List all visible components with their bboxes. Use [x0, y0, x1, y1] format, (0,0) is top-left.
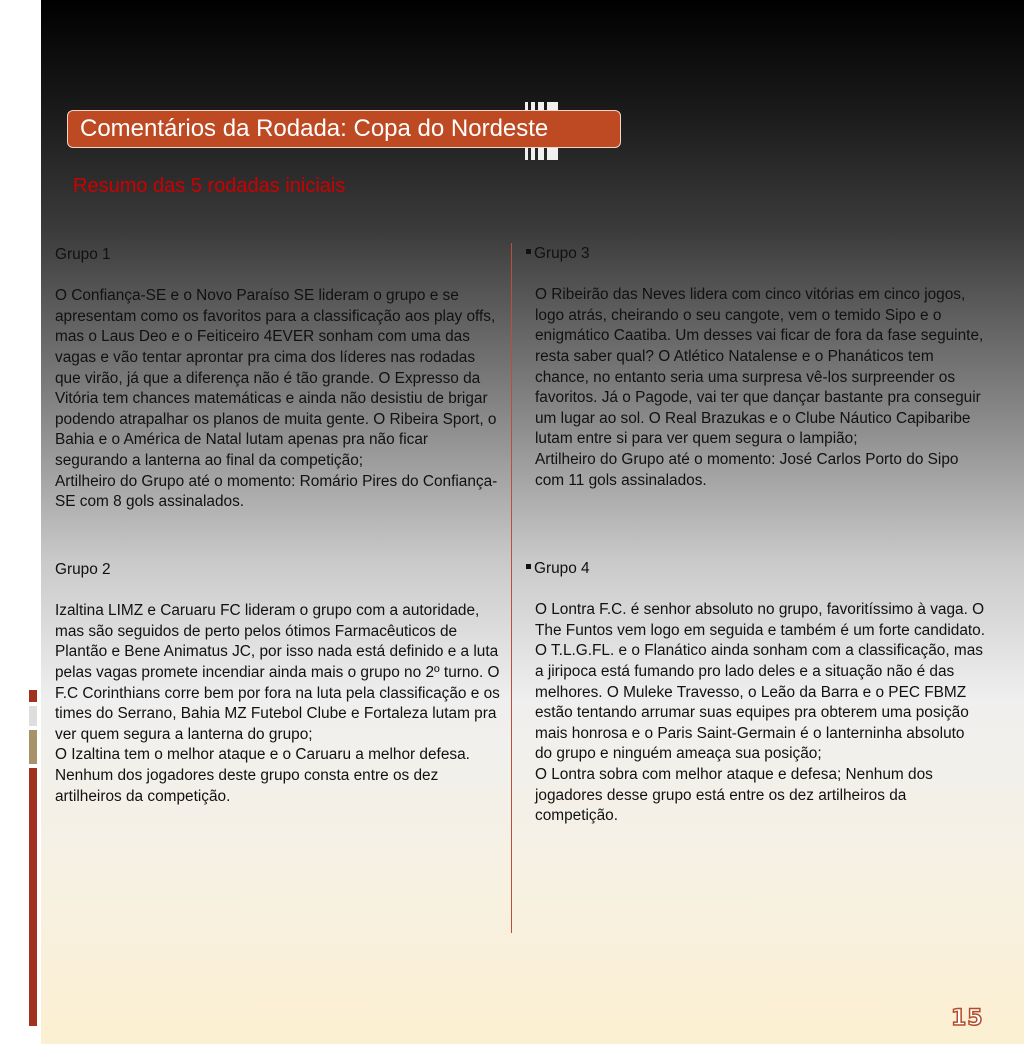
bullet-icon — [526, 564, 531, 569]
group-1-block — [55, 245, 505, 513]
accent-bar-red-long — [29, 768, 37, 1026]
page-title: Comentários da Rodada: Copa do Nordeste — [67, 110, 621, 148]
group-3-scorer: Artilheiro do Grupo até o momento: José Carlos Porto do Sipo com 11 gols assinalados. — [535, 450, 959, 489]
group-2-text: Izaltina LIMZ e Caruaru FC lideram o grupo com a autoridade, mas são seguidos de perto pelos ótimos Farmacêuticos de Plantão e Bene Animatus JC, por isso nada está definido e a luta pelas vagas promete incendiar ainda mais o grupo no 2º turno. O F.C Corinthians corre bem por fora na luta pela classificação e os times do Serrano, Bahia MZ Futebol Clube e Fortaleza lutam pra ver quem segura a lanterna do grupo; — [55, 602, 500, 743]
group-3-heading: Grupo 3 — [534, 245, 590, 262]
accent-bar-light — [29, 706, 37, 726]
accent-bar-tan — [29, 730, 37, 764]
group-3-block — [535, 244, 985, 491]
bullet-icon — [526, 249, 531, 254]
page-number: 15 — [951, 1006, 984, 1031]
group-1-text: O Confiança-SE e o Novo Paraíso SE lideram o grupo e se apresentam como os favoritos para a classificação aos play offs, mas o Laus Deo e o Feiticeiro 4EVER sonham com uma das vagas e vão tentar aprontar pra cima dos líderes nas rodadas que virão, já que a diferença não é tão grande. O Expresso da Vitória tem chances matemáticas e ainda não desistiu de brigar podendo atrapalhar os planos de muita gente. O Ribeira Sport, o Bahia e o América de Natal lutam apenas pra não ficar segurando a lanterna ao final da competição; — [55, 287, 497, 469]
column-divider — [511, 243, 512, 933]
group-2-scorer: O Izaltina tem o melhor ataque e o Caruaru a melhor defesa. Nenhum dos jogadores deste grupo consta entre os dez artilheiros da competição. — [55, 746, 470, 805]
group-4-heading: Grupo 4 — [534, 560, 590, 577]
left-margin-strip — [0, 0, 41, 1044]
page-subtitle: Resumo das 5 rodadas iniciais — [73, 175, 346, 197]
group-1-scorer: Artilheiro do Grupo até o momento: Romário Pires do Confiança-SE com 8 gols assinalados. — [55, 472, 498, 511]
accent-bar-red-top — [29, 690, 37, 702]
group-2-heading: Grupo 2 — [55, 561, 111, 578]
group-4-text: O Lontra F.C. é senhor absoluto no grupo, favoritíssimo à vaga. O The Funtos vem logo em seguida e também é um forte candidato. O T.L.G.FL. e o Flanático ainda sonham com a classificação, mas a jiripoca está fumando pro lado deles e a situação não é das melhores. O Muleke Travesso, o Leão da Barra e o PEC FBMZ estão tentando arrumar suas equipes pra obterem uma posição mais honrosa e o Paris Saint-Germain é o lanterninha absoluto do grupo e ninguém ameaça sua posição; — [535, 601, 985, 763]
group-3-text: O Ribeirão das Neves lidera com cinco vitórias em cinco jogos, logo atrás, cheirando o seu cangote, vem o temido Sipo e o enigmático Caatiba. Um desses vai ficar de fora da fase seguinte, resta saber qual? O Atlético Natalense e o Phanáticos tem chance, no entanto seria uma surpresa vê-los surpreender os favoritos. Já o Pagode, vai ter que dançar bastante pra conseguir um lugar ao sol. O Real Brazukas e o Clube Náutico Capibaribe lutam entre si para ver quem segura o lampião; — [535, 286, 984, 448]
group-4-block — [535, 559, 985, 827]
group-2-block — [55, 560, 505, 807]
group-1-heading: Grupo 1 — [55, 246, 111, 263]
slide — [41, 0, 1024, 1044]
group-4-scorer: O Lontra sobra com melhor ataque e defesa; Nenhum dos jogadores desse grupo está entre os dez artilheiros da competição. — [535, 765, 933, 825]
